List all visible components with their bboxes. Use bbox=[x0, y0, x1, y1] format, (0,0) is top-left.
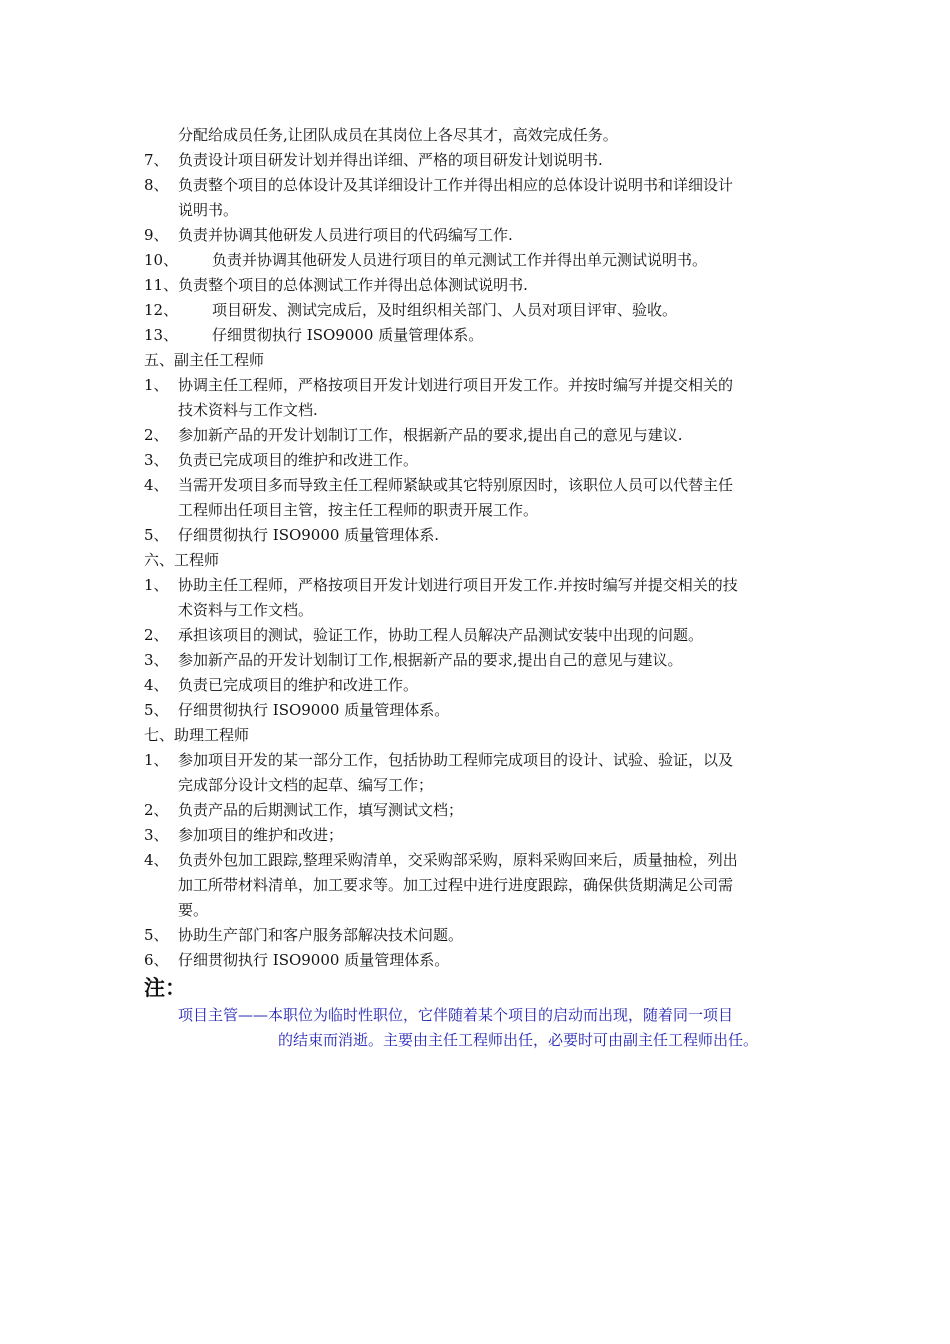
list-item bbox=[144, 923, 809, 948]
list-item-text: 负责并协调其他研发人员进行项目的代码编写工作. bbox=[178, 226, 513, 244]
list-item bbox=[144, 748, 809, 773]
list-item-number: 1、 bbox=[144, 751, 169, 769]
list-item-text: 负责设计项目研发计划并得出详细、严格的项目研发计划说明书. bbox=[178, 151, 603, 169]
list-item-text: 负责外包加工跟踪,整理采购清单，交采购部采购，原料采购回来后，质量抽检，列出 bbox=[178, 851, 738, 869]
list-item-text: 项目研发、测试完成后，及时组织相关部门、人员对项目评审、验收。 bbox=[212, 301, 678, 319]
list-item-continuation: 说明书。 bbox=[178, 201, 239, 219]
list-item bbox=[144, 798, 809, 823]
list-item-number: 5、 bbox=[144, 701, 169, 719]
list-item-continuation: 工程师出任项目主管，按主任工程师的职责开展工作。 bbox=[178, 501, 539, 519]
list-item-number: 12、 bbox=[144, 301, 179, 319]
list-item-number: 13、 bbox=[144, 326, 179, 344]
list-item-text: 仔细贯彻执行 ISO9000 质量管理体系。 bbox=[178, 951, 450, 969]
section-6-list bbox=[144, 573, 809, 723]
list-item-number: 7、 bbox=[144, 151, 169, 169]
list-item-number: 3、 bbox=[144, 451, 169, 469]
list-item-text: 仔细贯彻执行 ISO9000 质量管理体系。 bbox=[212, 326, 484, 344]
list-item bbox=[144, 473, 809, 498]
document-content bbox=[144, 123, 809, 1053]
list-item-continuation: 术资料与工作文档。 bbox=[178, 601, 314, 619]
list-item-number: 2、 bbox=[144, 801, 169, 819]
list-item-continuation: 要。 bbox=[178, 901, 209, 919]
note-line: 的结束而消逝。主要由主任工程师出任，必要时可由副主任工程师出任。 bbox=[278, 1031, 759, 1049]
intro-continuation: 分配给成员任务,让团队成员在其岗位上各尽其才，高效完成任务。 bbox=[178, 126, 618, 144]
section-heading: 五、副主任工程师 bbox=[144, 351, 265, 369]
list-item-text: 参加新产品的开发计划制订工作，根据新产品的要求,提出自己的意见与建议. bbox=[178, 426, 683, 444]
list-item-text: 负责并协调其他研发人员进行项目的单元测试工作并得出单元测试说明书。 bbox=[212, 251, 708, 269]
list-item-text: 承担该项目的测试，验证工作，协助工程人员解决产品测试安装中出现的问题。 bbox=[178, 626, 704, 644]
list-item bbox=[144, 948, 809, 973]
list-item bbox=[144, 423, 809, 448]
list-item-number: 3、 bbox=[144, 651, 169, 669]
note-line: 项目主管——本职位为临时性职位，它伴随着某个项目的启动而出现，随着同一项目 bbox=[178, 1006, 734, 1024]
list-item-number: 8、 bbox=[144, 176, 169, 194]
list-item-number: 2、 bbox=[144, 626, 169, 644]
list-item-continuation: 加工所带材料清单，加工要求等。加工过程中进行进度跟踪，确保供货期满足公司需 bbox=[178, 876, 734, 894]
section-4-list bbox=[144, 148, 809, 348]
list-item bbox=[144, 823, 809, 848]
list-item-continuation: 完成部分设计文档的起草、编写工作； bbox=[178, 776, 434, 794]
section-7-list bbox=[144, 748, 809, 973]
list-item-text: 协调主任工程师，严格按项目开发计划进行项目开发工作。并按时编写并提交相关的 bbox=[178, 376, 734, 394]
list-item-number: 1、 bbox=[144, 576, 169, 594]
list-item-number: 1、 bbox=[144, 376, 169, 394]
list-item bbox=[144, 248, 809, 273]
note-title: 注： bbox=[144, 975, 186, 1000]
list-item-text: 负责整个项目的总体测试工作并得出总体测试说明书. bbox=[178, 276, 528, 294]
section-heading: 六、工程师 bbox=[144, 551, 220, 569]
list-item-number: 5、 bbox=[144, 926, 169, 944]
list-item-number: 2、 bbox=[144, 426, 169, 444]
list-item bbox=[144, 373, 809, 398]
list-item bbox=[144, 223, 809, 248]
list-item-number: 4、 bbox=[144, 476, 169, 494]
list-item-number: 4、 bbox=[144, 676, 169, 694]
list-item bbox=[144, 323, 809, 348]
list-item-number: 5、 bbox=[144, 526, 169, 544]
list-item-text: 参加新产品的开发计划制订工作,根据新产品的要求,提出自己的意见与建议。 bbox=[178, 651, 683, 669]
list-item-number: 4、 bbox=[144, 851, 169, 869]
list-item-number: 6、 bbox=[144, 951, 169, 969]
list-item-number: 3、 bbox=[144, 826, 169, 844]
list-item bbox=[144, 623, 809, 648]
list-item-text: 负责产品的后期测试工作，填写测试文档； bbox=[178, 801, 464, 819]
list-item bbox=[144, 848, 809, 873]
list-item-text: 参加项目的维护和改进； bbox=[178, 826, 344, 844]
list-item-text: 当需开发项目多而导致主任工程师紧缺或其它特别原因时，该职位人员可以代替主任 bbox=[178, 476, 734, 494]
list-item bbox=[144, 298, 809, 323]
list-item bbox=[144, 273, 809, 298]
list-item-text: 仔细贯彻执行 ISO9000 质量管理体系。 bbox=[178, 701, 450, 719]
list-item-continuation: 技术资料与工作文档. bbox=[178, 401, 318, 419]
list-item-text: 仔细贯彻执行 ISO9000 质量管理体系. bbox=[178, 526, 439, 544]
list-item-text: 协助生产部门和客户服务部解决技术问题。 bbox=[178, 926, 464, 944]
list-item bbox=[144, 448, 809, 473]
list-item-number: 10、 bbox=[144, 251, 179, 269]
section-heading: 七、助理工程师 bbox=[144, 726, 250, 744]
list-item-text: 负责已完成项目的维护和改进工作。 bbox=[178, 451, 419, 469]
list-item bbox=[144, 698, 809, 723]
list-item-text: 参加项目开发的某一部分工作，包括协助工程师完成项目的设计、试验、验证，以及 bbox=[178, 751, 734, 769]
list-item bbox=[144, 673, 809, 698]
section-5-list bbox=[144, 373, 809, 548]
list-item bbox=[144, 648, 809, 673]
list-item bbox=[144, 173, 809, 198]
list-item-text: 协助主任工程师，严格按项目开发计划进行项目开发工作.并按时编写并提交相关的技 bbox=[178, 576, 738, 594]
list-item-text: 负责整个项目的总体设计及其详细设计工作并得出相应的总体设计说明书和详细设计 bbox=[178, 176, 734, 194]
list-item-number: 9、 bbox=[144, 226, 169, 244]
list-item-text: 负责已完成项目的维护和改进工作。 bbox=[178, 676, 419, 694]
list-item-number: 11、 bbox=[144, 276, 179, 294]
note-body bbox=[144, 1003, 809, 1053]
list-item bbox=[144, 148, 809, 173]
list-item bbox=[144, 573, 809, 598]
list-item bbox=[144, 523, 809, 548]
